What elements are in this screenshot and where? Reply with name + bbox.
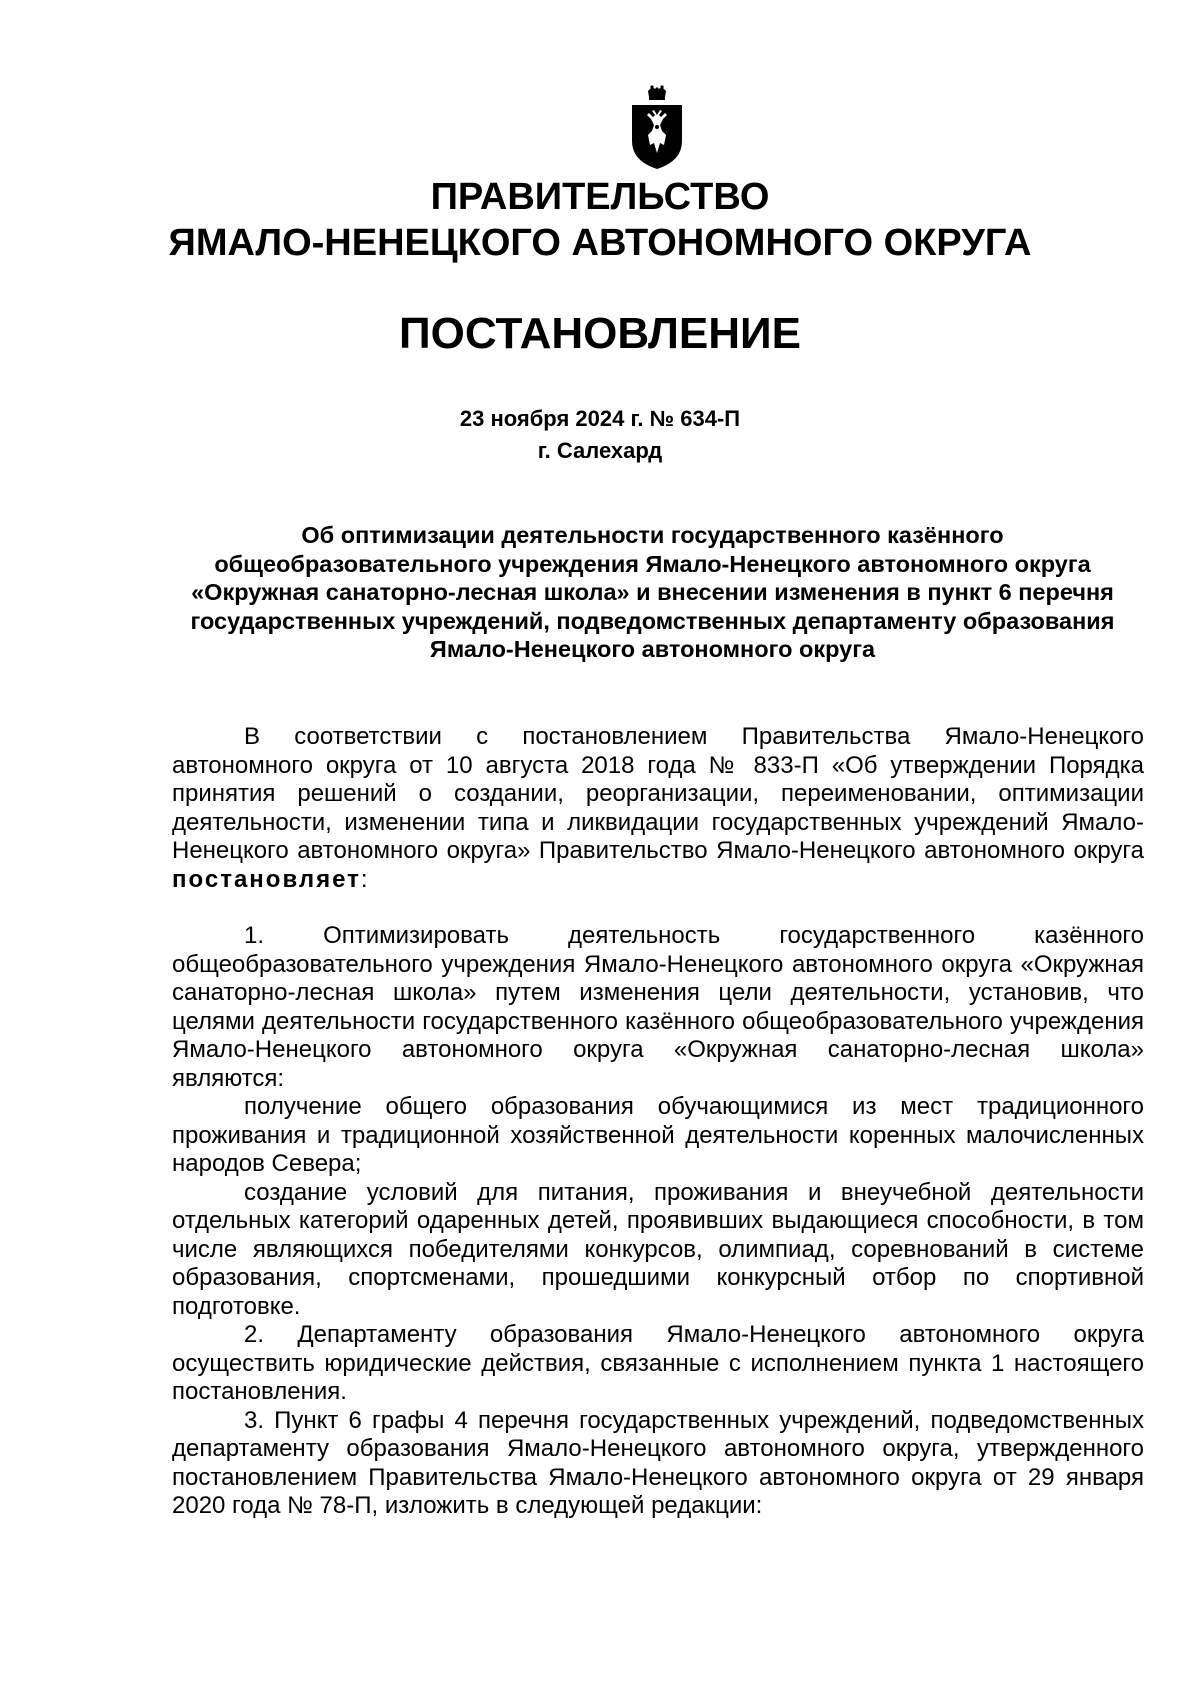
government-title [0,174,1200,266]
government-line-1: ПРАВИТЕЛЬСТВО [430,176,770,218]
preamble-paragraph [172,723,1144,894]
document-heading: Об оптимизации деятельности государственного казённого общеобразовательного учреждения Ямало-Ненецкого автономного округа «Окружная санаторно-лесная школа» и внесении изменения в пункт 6 перечня государственных учреждений, подведомственных департаменту образования Ямало-Ненецкого автономного округа [190,522,1115,662]
city: г. Салехард [537,438,663,463]
date-number: 23 ноября 2024 г. № 634-П [459,406,741,431]
item-1-paragraph: 1. Оптимизировать деятельность государственного казённого общеобразовательного учреждения Ямало-Ненецкого автономного округа «Окружная санаторно-лесная школа» путем изменения цели деятельности, установив, что целями деятельности государственного казённого общеобразовательного учреждения Ямало-Ненецкого автономного округа «Окружная санаторно-лесная школа» являются: [172,922,1144,1092]
preamble-text: В соответствии с постановлением Правительства Ямало-Ненецкого автономного округа от 10 августа 2018 года № 833-П «Об утверждении Порядка принятия решений о создании, реорганизации, переименовании, оптимизации деятельности, изменении типа и ликвидации государственных учреждений Ямало-Ненецкого автономного округа» Правительство Ямало-Ненецкого автономного округа [172,723,1144,864]
item-2-paragraph: 2. Департаменту образования Ямало-Ненецкого автономного округа осуществить юридические действия, связанные с исполнением пункта 1 настоящего постановления. [172,1321,1144,1405]
document-type: ПОСТАНОВЛЕНИЕ [398,309,802,358]
document-meta [0,403,1200,467]
document-body [172,723,1144,1521]
decree-word: постановляет [172,865,361,893]
item-3-paragraph: 3. Пункт 6 графы 4 перечня государственных учреждений, подведомственных департаменту образования Ямало-Ненецкого автономного округа, утвержденного постановлением Правительства Ямало-Ненецкого автономного округа от 29 января 2020 года № 78-П, изложить в следующей редакции: [172,1406,1144,1519]
item-1-goal-1-paragraph: получение общего образования обучающимися из мест традиционного проживания и традиционной хозяйственной деятельности коренных малочисленных народов Севера; [172,1093,1144,1177]
item-1-goal-2-paragraph: создание условий для питания, проживания и внеучебной деятельности отдельных категорий одаренных детей, проявивших выдающиеся способности, в том числе являющихся победителями конкурсов, олимпиад, соревнований в системе образования, спортсменами, прошедшими конкурсный отбор по спортивной подготовке. [172,1178,1144,1320]
government-line-2: ЯМАЛО-НЕНЕЦКОГО АВТОНОМНОГО ОКРУГА [168,222,1032,264]
preamble-ending: : [360,865,368,893]
yamal-coat-of-arms-icon [628,85,686,173]
